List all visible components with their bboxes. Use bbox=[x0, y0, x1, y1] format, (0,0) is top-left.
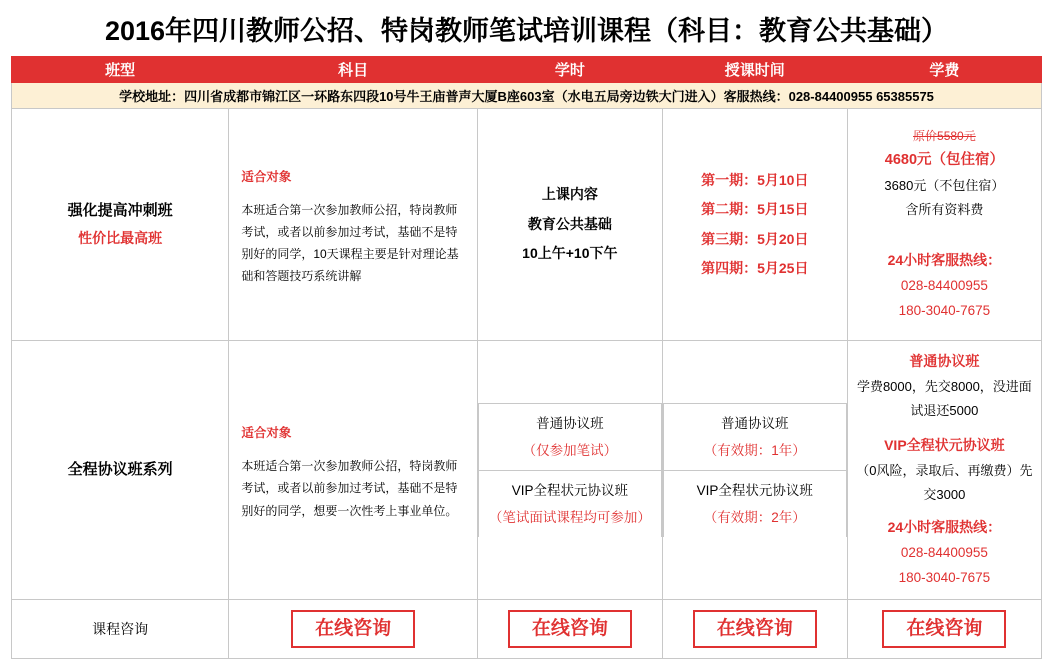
row1-fee-price-main: 4680元（包住宿） bbox=[884, 152, 1005, 169]
row1-schedule-term-1: 第一期：5月10日 bbox=[701, 171, 809, 188]
row2-phone-1: 028-84400955 bbox=[900, 544, 988, 560]
row1-fee-cell bbox=[847, 109, 1041, 341]
header-hours: 学时 bbox=[477, 57, 662, 83]
row2-schedule-bottom bbox=[663, 470, 846, 537]
consult-cell-hours bbox=[477, 599, 662, 658]
row1-fee-old-price: 原价5580元 bbox=[913, 129, 976, 144]
row2-class-name bbox=[12, 341, 229, 600]
header-schedule: 授课时间 bbox=[662, 57, 847, 83]
row2-phone-2: 180-3040-7675 bbox=[898, 569, 991, 585]
header-fee: 学费 bbox=[847, 57, 1041, 83]
row2-hours-bottom bbox=[478, 470, 661, 537]
row2-schedule-top-line1: 普通协议班 bbox=[721, 415, 789, 431]
row1-hours-line-2: 教育公共基础 bbox=[527, 215, 612, 232]
consult-label: 课程咨询 bbox=[12, 599, 229, 658]
row2-schedule-bottom-line1: VIP全程状元协议班 bbox=[696, 482, 813, 498]
row2-hours-top-line1: 普通协议班 bbox=[536, 415, 604, 431]
row2-vip-title: VIP全程状元协议班 bbox=[884, 436, 1005, 453]
row2-class-name-text: 全程协议班系列 bbox=[67, 460, 173, 478]
row2-schedule-cell bbox=[662, 341, 847, 600]
row2-hours-top bbox=[478, 403, 661, 470]
table-row bbox=[12, 341, 1042, 600]
header-subject: 科目 bbox=[229, 57, 478, 83]
row2-subject-cell bbox=[229, 341, 478, 600]
row1-subject-cell bbox=[229, 109, 478, 341]
online-consult-button[interactable]: 在线咨询 bbox=[693, 610, 817, 648]
row1-schedule-cell bbox=[662, 109, 847, 341]
row1-schedule-term-3: 第三期：5月20日 bbox=[701, 230, 809, 247]
row2-hours-cell bbox=[477, 341, 662, 600]
table-row bbox=[12, 109, 1042, 341]
row1-schedule-term-4: 第四期：5月25日 bbox=[701, 259, 809, 276]
consult-cell-schedule bbox=[662, 599, 847, 658]
course-table bbox=[11, 56, 1042, 659]
consult-cell-fee bbox=[847, 599, 1041, 658]
row1-fee-price-note: 含所有资料费 bbox=[905, 202, 984, 218]
row2-fee-cell bbox=[847, 341, 1041, 600]
row2-suit-text: 本班适合第一次参加教师公招，特岗教师考试，或者以前参加过考试，基础不是特别好的同学，想要一次性考上事业单位。 bbox=[241, 459, 458, 518]
row2-schedule-top-line2: （有效期：1年） bbox=[703, 442, 806, 458]
row1-class-subtitle: 性价比最高班 bbox=[78, 230, 163, 247]
row2-hours-top-line2: （仅参加笔试） bbox=[522, 442, 618, 458]
row2-normal-text: 学费8000，先交8000，没进面试退还5000 bbox=[856, 378, 1032, 418]
row2-hours-split bbox=[478, 403, 662, 537]
row2-hours-bottom-line1: VIP全程状元协议班 bbox=[511, 482, 628, 498]
consult-cell-subject bbox=[229, 599, 478, 658]
online-consult-button[interactable]: 在线咨询 bbox=[508, 610, 632, 648]
row1-phone-1: 028-84400955 bbox=[900, 278, 988, 294]
row2-hotline-label: 24小时客服热线： bbox=[887, 518, 1002, 535]
row1-schedule-term-2: 第二期：5月15日 bbox=[701, 201, 809, 218]
row1-hours-line-3: 10上午+10下午 bbox=[522, 245, 618, 262]
row1-hours-cell bbox=[477, 109, 662, 341]
row1-suit-text: 本班适合第一次参加教师公招，特岗教师考试，或者以前参加过考试，基础不是特别好的同学，10天课程主要是针对理论基础和答题技巧系统讲解 bbox=[241, 202, 459, 284]
row2-vip-text: （0风险，录取后、再缴费）先交3000 bbox=[856, 462, 1033, 502]
row2-schedule-bottom-line2: （有效期：2年） bbox=[703, 509, 806, 525]
consult-row bbox=[12, 599, 1042, 658]
address-row bbox=[12, 83, 1042, 109]
address-text: 学校地址：四川省成都市锦江区一环路东四段10号牛王庙普声大厦B座603室（水电五局旁边铁大门进入）客服热线：028-84400955 65385575 bbox=[12, 83, 1042, 109]
row1-class-name bbox=[12, 109, 229, 341]
row1-hotline-label: 24小时客服热线： bbox=[887, 252, 1002, 269]
row1-class-name-text: 强化提高冲刺班 bbox=[67, 201, 173, 219]
row2-normal-title: 普通协议班 bbox=[909, 353, 980, 369]
online-consult-button[interactable]: 在线咨询 bbox=[291, 610, 415, 648]
online-consult-button[interactable]: 在线咨询 bbox=[882, 610, 1006, 648]
page-title: 2016年四川教师公招、特岗教师笔试培训课程（科目：教育公共基础） bbox=[104, 16, 949, 46]
row1-fee-price-alt: 3680元（不包住宿） bbox=[884, 178, 1005, 194]
row2-suit-title: 适合对象 bbox=[241, 426, 292, 441]
row1-hours-line-1: 上课内容 bbox=[541, 186, 598, 203]
row2-schedule-split bbox=[663, 403, 847, 537]
row1-phone-2: 180-3040-7675 bbox=[898, 302, 991, 318]
table-header-row bbox=[12, 57, 1042, 83]
row1-suit-title: 适合对象 bbox=[241, 169, 292, 184]
row2-schedule-top bbox=[663, 403, 846, 470]
header-class-type: 班型 bbox=[12, 57, 229, 83]
row2-hours-bottom-line2: （笔试面试课程均可参加） bbox=[488, 509, 651, 525]
